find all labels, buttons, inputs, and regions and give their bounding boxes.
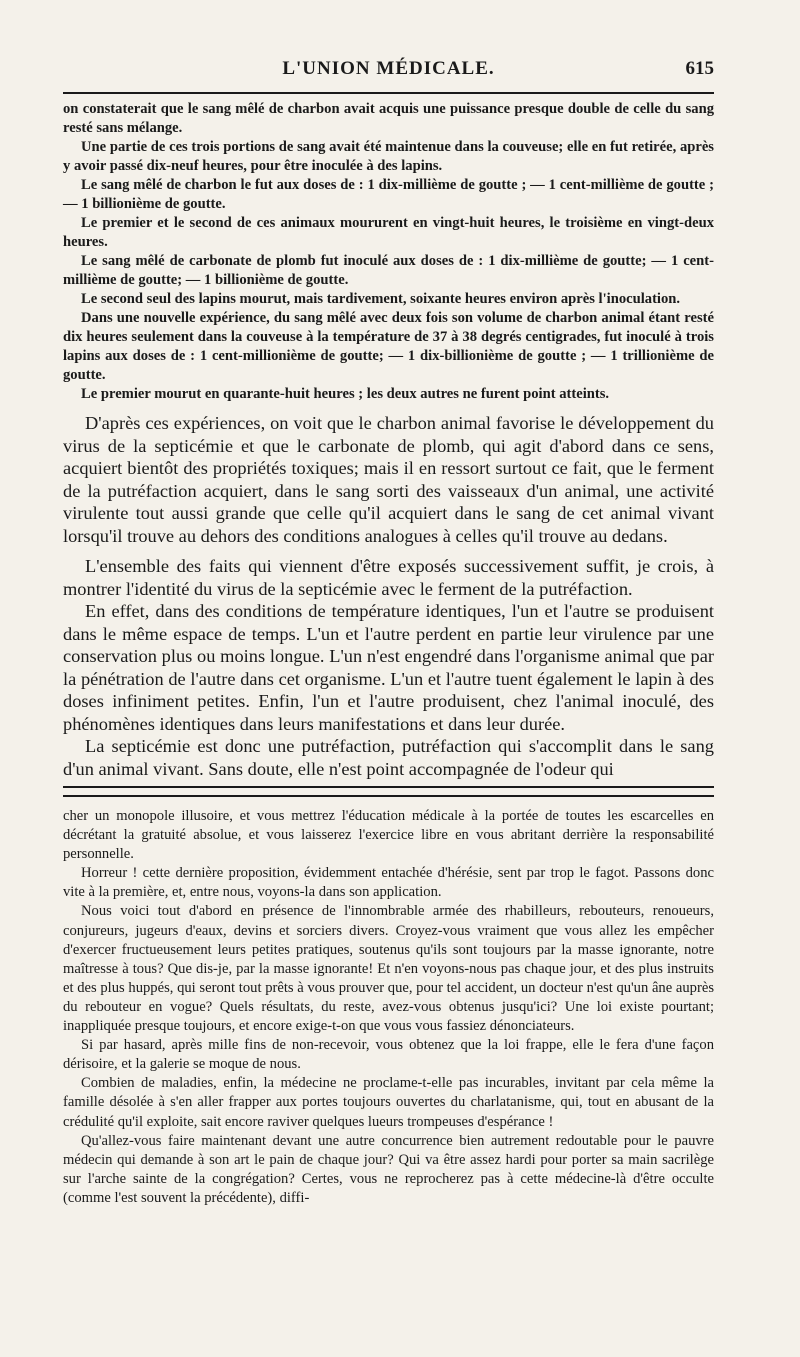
page-number: 615 [685, 58, 714, 79]
body-paragraph: D'après ces expériences, on voit que le charbon animal favorise le développement du virus de la septicémie et que le carbonate de plomb, qui agit d'abord dans ce sens, acquiert bientôt des propriétés toxiques; mais il en ressort surtout ce fait, que le ferment de la putréfaction acquiert, dans le sang sorti des vaisseaux d'un animal, une activité virulente tout aussi grande que celle qu'il acquiert dans le sang de cet animal vivant lorsqu'il trouve au dehors des conditions analogues à celles qu'il trouve au dedans. [63, 413, 714, 546]
note-paragraph: Le second seul des lapins mourut, mais tardivement, soixante heures environ après l'inoculation. [81, 291, 681, 307]
feuilleton-paragraph: cher un monopole illusoire, et vous mettrez l'éducation médicale à la portée de toutes les escarcelles en décrétant la gratuité absolue, et vous laisserez l'exercice libre en vous abritant derrière la responsabilité personnelle. [63, 808, 714, 863]
feuilleton-section [63, 807, 714, 1208]
note-paragraph: Dans une nouvelle expérience, du sang mêlé avec deux fois son volume de charbon animal étant resté dix heures seulement dans la couveuse à la température de 37 à 38 degrés centigrades, fut inoculé à trois lapins aux doses de : 1 cent-millionième de goutte; — 1 dix-billionième de goutte ; — 1 trillionième de goutte. [63, 310, 714, 383]
feuilleton-paragraph: Si par hasard, après mille fins de non-recevoir, vous obtenez que la loi frappe, elle le fera d'une façon dérisoire, et la galerie se moque de nous. [63, 1037, 714, 1073]
main-text [63, 412, 714, 780]
note-paragraph: Le premier mourut en quarante-huit heures ; les deux autres ne furent point atteints. [81, 386, 610, 402]
header-rule [63, 92, 714, 94]
note-paragraph: on constaterait que le sang mêlé de charbon avait acquis une puissance presque double de celle du sang resté sans mélange. [63, 101, 714, 136]
experiment-notes [63, 100, 714, 404]
note-paragraph: Le premier et le second de ces animaux moururent en vingt-huit heures, le troisième en vingt-deux heures. [63, 215, 714, 250]
feuilleton-paragraph: Horreur ! cette dernière proposition, évidemment entachée d'hérésie, sent par trop le fagot. Passons donc vite à la première, et, entre nous, voyons-la dans son application. [63, 865, 714, 901]
note-paragraph: Une partie de ces trois portions de sang avait été maintenue dans la couveuse; elle en fut retirée, après y avoir passé dix-neuf heures, pour être inoculée à des lapins. [63, 139, 714, 174]
body-paragraph: En effet, dans des conditions de température identiques, l'un et l'autre se produisent dans le même espace de temps. L'un et l'autre perdent en partie leur virulence par une conservation plus ou moins longue. L'un n'est engendré dans l'organisme animal que par la pénétration de l'autre dans cet organisme. L'un et l'autre tuent également le lapin à des doses infiniment petites. Enfin, l'un et l'autre produisent, chez l'animal inoculé, des phénomènes identiques dans leurs manifestations et dans leur durée. [63, 601, 714, 734]
journal-title: L'UNION MÉDICALE. [282, 58, 495, 79]
body-paragraph: L'ensemble des faits qui viennent d'être exposés successivement suffit, je crois, à montrer l'identité du virus de la septicémie avec le ferment de la putréfaction. [63, 556, 714, 599]
feuilleton-paragraph: Combien de maladies, enfin, la médecine ne proclame-t-elle pas incurables, invitant par cela même la famille désolée à s'en aller frapper aux portes toujours ouvertes du charlatanisme, qui, tout en abusant de la crédulité qu'il exploite, sait encore raviver quelques lueurs trompeuses d'espérance ! [63, 1075, 714, 1130]
body-paragraph: La septicémie est donc une putréfaction, putréfaction qui s'accomplit dans le sang d'un animal vivant. Sans doute, elle n'est point accompagnée de l'odeur qui [63, 736, 714, 779]
feuilleton-paragraph: Nous voici tout d'abord en présence de l'innombrable armée des rhabilleurs, rebouteurs, renoueurs, conjureurs, jugeurs d'eaux, devins et sorciers divers. Croyez-vous vraiment que vous allez les empêcher d'exercer fructueusement leurs petites pratiques, soutenus qu'ils sont toujours par la masse ignorante, notre maîtresse à tous? Que dis-je, par la masse ignorante! Et n'en voyons-nous pas chaque jour, et des plus instruits et des plus huppés, qui seront tout prêts à vous prouver que, pour tel accident, un docteur n'est qu'un âne auprès du rebouteur en vogue? Quels résultats, du reste, avez-vous obtenus jusqu'ici? Une loi existe pourtant; inappliquée presque toujours, et encore exige-t-on que vous vous fassiez dénonciateurs. [63, 903, 714, 1035]
running-header [63, 58, 714, 92]
feuilleton-paragraph: Qu'allez-vous faire maintenant devant une autre concurrence bien autrement redoutable pour le pauvre médecin qui demande à son art le pain de chaque jour? Qui va être assez hardi pour porter sa main sacrilège sur l'arche sainte de la congrégation? Certes, vous ne reprocherez pas à cette médecine-là d'être occulte (comme l'est souvent la précédente), diffi- [63, 1132, 714, 1206]
note-paragraph: Le sang mêlé de charbon le fut aux doses de : 1 dix-millième de goutte ; — 1 cent-millième de goutte ; — 1 billionième de goutte. [63, 177, 714, 212]
feuilleton-divider [63, 786, 714, 797]
note-paragraph: Le sang mêlé de carbonate de plomb fut inoculé aux doses de : 1 dix-millième de goutte; — 1 cent-millième de goutte; — 1 billionième de goutte. [63, 253, 714, 288]
